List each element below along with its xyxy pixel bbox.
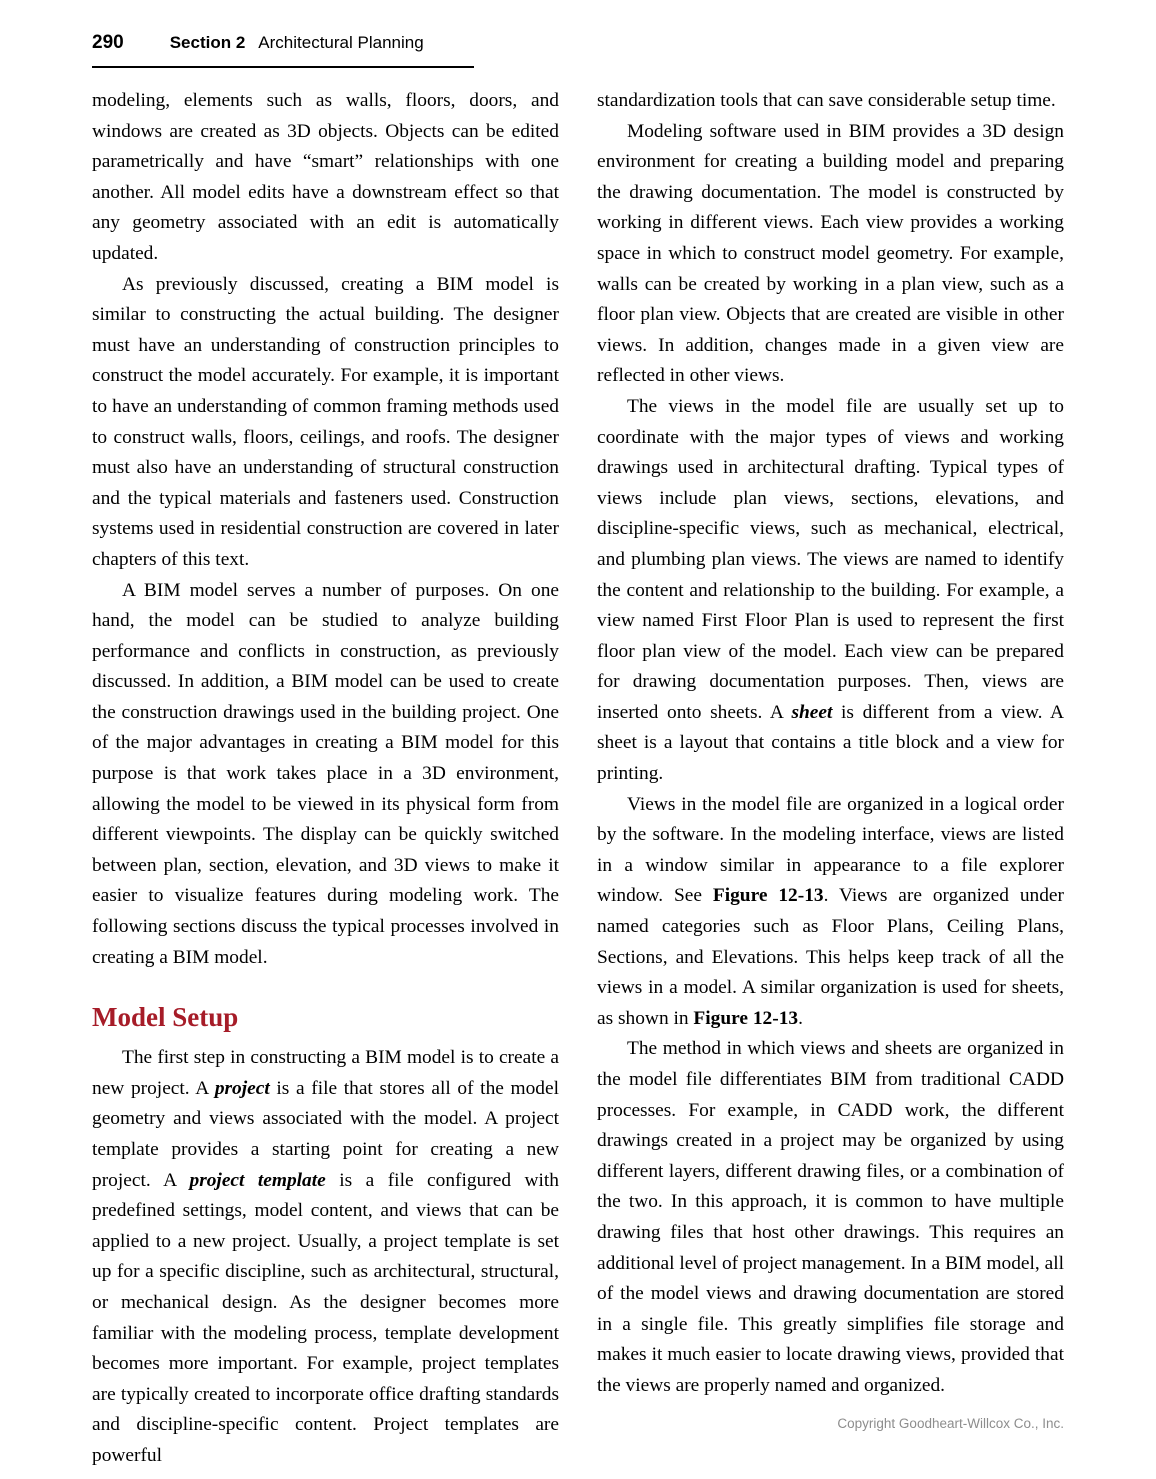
page-number: 290 <box>92 32 124 53</box>
paragraph-text: The first step in constructing a BIM model is to create a new project. A <box>92 1047 559 1099</box>
two-column-body <box>92 86 1064 1472</box>
section-title: Architectural Planning <box>258 33 424 52</box>
paragraph: standardization tools that can save considerable setup time. <box>597 90 1056 111</box>
paragraph-text: is a file configured with predefined settings, model content, and views that can be applied to a new project. Usually, a project template is set up for a specific discipline, such as architectural, structural, or mechanical design. As the designer becomes more familiar with the modeling process, template development becomes more important. For example, project templates are typically created to incorporate office drafting standards and discipline-specific content. Project templates are powerful <box>92 1169 559 1466</box>
header-rule <box>92 66 474 68</box>
left-column <box>92 86 559 1472</box>
copyright-footer: Copyright Goodheart-Willcox Co., Inc. <box>837 1416 1064 1431</box>
paragraph-text: Views in the model file are organized in a logical order by the software. In the modeling interface, views are listed in a window similar in appearance to a file explorer window. See <box>597 793 1064 907</box>
paragraph-text: The views in the model file are usually set up to coordinate with the major types of views and working drawings used in architectural drafting. Typical types of views include plan views, sections, elevations, and discipline-specific views, such as mechanical, electrical, and plumbing plan views. The views are named to identify the content and relationship to the building. For example, a view named First Floor Plan is used to represent the first floor plan view of the model. Each view can be prepared for drawing documentation purposes. Then, views are inserted onto sheets. A <box>597 395 1064 723</box>
paragraph: Modeling software used in BIM provides a 3D design environment for creating a building model and preparing the drawing documentation. The model is constructed by working in different views. Each view provides a working space in which to construct model geometry. For example, walls can be created by working in a plan view, such as a floor plan view. Objects that are created are visible in other views. In addition, changes made in a given view are reflected in other views. <box>597 120 1064 387</box>
figure-reference: Figure 12-13 <box>693 1007 799 1029</box>
emphasis-term: project <box>214 1077 270 1099</box>
paragraph <box>597 392 1064 790</box>
section-label: Section 2 <box>169 33 246 52</box>
emphasis-term: sheet <box>791 701 833 723</box>
paragraph <box>597 790 1064 1035</box>
paragraph-text: . <box>798 1007 803 1029</box>
figure-reference: Figure 12-13 <box>712 885 824 907</box>
paragraph: A BIM model serves a number of purposes. On one hand, the model can be studied to analyze building performance and conflicts in construction, as previously discussed. In addition, a BIM model can be used to create the construction drawings used in the building project. One of the major advantages in creating a BIM model for this purpose is that work takes place in a 3D environment, allowing the model to be viewed in its physical form from different viewpoints. The display can be quickly switched between plan, section, elevation, and 3D views to make it easier to visualize features during modeling work. The following sections discuss the typical processes involved in creating a BIM model. <box>92 579 559 968</box>
right-column <box>597 86 1064 1472</box>
paragraph: The method in which views and sheets are organized in the model file differentiates BIM from traditional CADD processes. For example, in CADD work, the different drawings created in a project may be organized by using different layers, different drawing files, or a combination of the two. In this approach, it is common to have multiple drawing files that host other drawings. This requires an additional level of project management. In a BIM model, all of the model views and drawing documentation are stored in a single file. This greatly simplifies file storage and makes it much easier to locate drawing views, provided that the views are properly named and organized. <box>597 1038 1064 1396</box>
section-heading: Model Setup <box>92 1002 239 1033</box>
paragraph-text: . Views are organized under named categories such as Floor Plans, Ceiling Plans, Sections, and Elevations. This helps keep track of all the views in a model. A similar organization is used for sheets, as shown in <box>597 885 1064 1029</box>
paragraph: As previously discussed, creating a BIM model is similar to constructing the actual building. The designer must have an understanding of construction principles to construct the model accurately. For example, it is important to have an understanding of common framing methods used to construct walls, floors, ceilings, and roofs. The designer must also have an understanding of structural construction and the typical materials and fasteners used. Construction systems used in residential construction are covered in later chapters of this text. <box>92 273 559 570</box>
paragraph-text: is different from a view. A sheet is a layout that contains a title block and a view for printing. <box>597 701 1065 785</box>
paragraph-text: is a file that stores all of the model geometry and views associated with the model. A project template provides a starting point for creating a new project. A <box>92 1077 559 1191</box>
page-header <box>92 32 1064 66</box>
emphasis-term: project template <box>189 1169 326 1191</box>
paragraph: modeling, elements such as walls, floors, doors, and windows are created as 3D objects. Objects can be edited parametrically and have “smart” relationships with one another. All model edits have a downstream effect so that any geometry associated with an edit is automatically updated. <box>92 90 559 264</box>
paragraph <box>92 1043 559 1471</box>
